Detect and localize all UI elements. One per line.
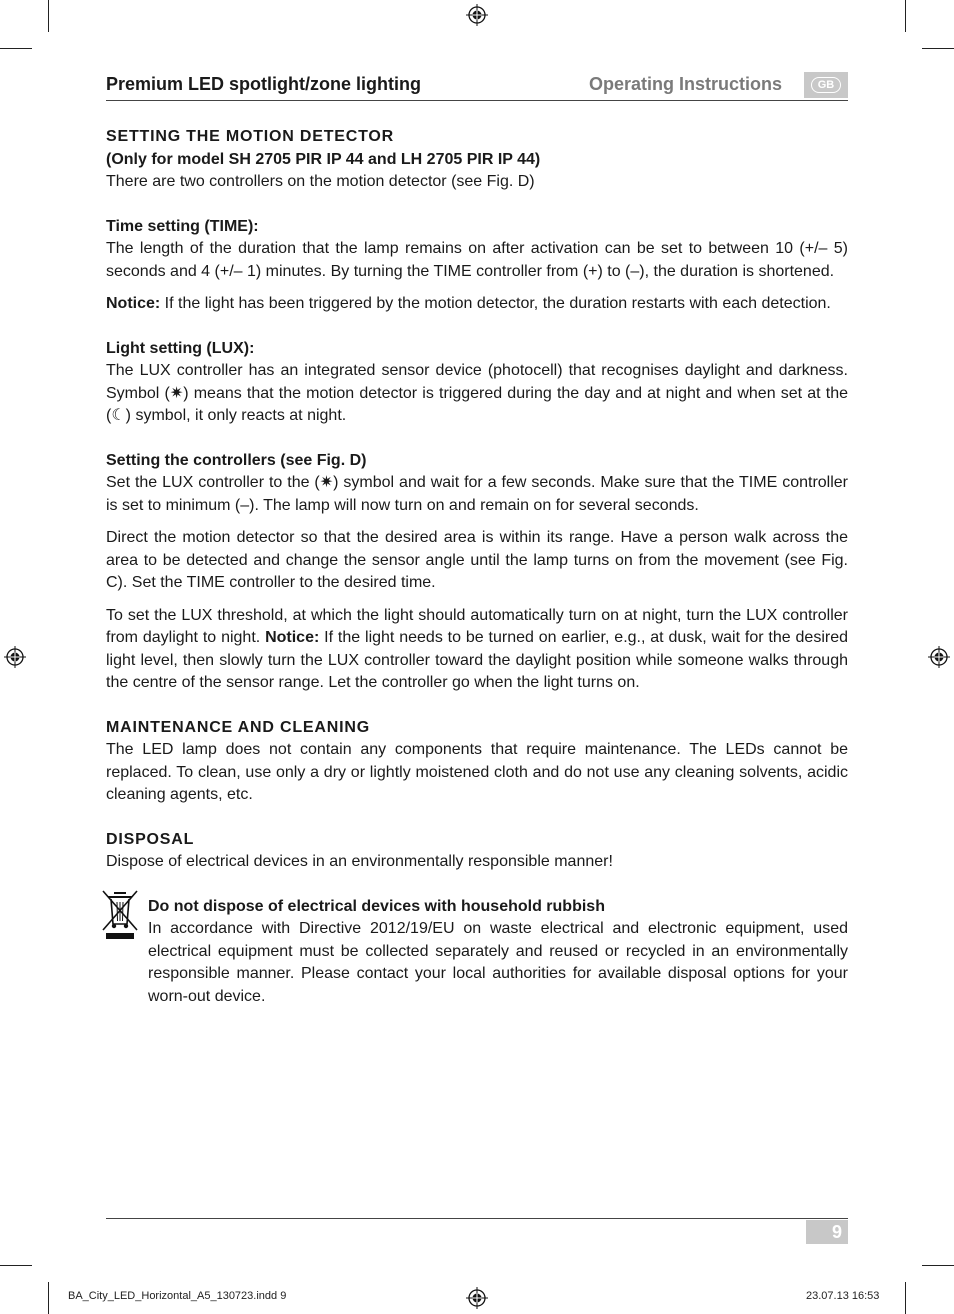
notice-label: Notice: [265, 629, 320, 646]
crop-mark [0, 1265, 32, 1266]
paragraph-text: To set the LUX threshold, at which the light should automatically turn on at night, turn the LUX controller from daylight to night. [106, 606, 848, 646]
paragraph: The length of the duration that the lamp remains on after activation can be set to between 10 (+/– 5) seconds and 4 (+/– 1) minutes. By turning the TIME controller from (+) to (–), the duration is shortened. [106, 240, 848, 280]
registration-mark-icon [466, 1287, 488, 1309]
page-header [106, 72, 848, 101]
weee-heading: Do not dispose of electrical devices with household rubbish [148, 897, 605, 915]
section-subheading: (Only for model SH 2705 PIR IP 44 and LH 2705 PIR IP 44) [106, 150, 541, 168]
document-subtitle: Operating Instructions [588, 74, 782, 94]
crop-mark [905, 1282, 906, 1314]
paragraph: Set the LUX controller to the (✷) symbol and wait for a few seconds. Make sure that the TIME controller is set to minimum (–). The lamp will now turn on and remain on for several seconds. [106, 474, 848, 514]
footer-rule [106, 1218, 848, 1219]
section-setting-controllers [106, 450, 848, 695]
section-maintenance [106, 717, 848, 807]
crossed-out-wheelie-bin-icon [100, 888, 140, 940]
notice-text: If the light has been triggered by the motion detector, the duration restarts with each detection. [160, 295, 831, 312]
language-badge-label: GB [811, 77, 842, 93]
slug-date: 23.07.13 16:53 [806, 1290, 880, 1302]
weee-notice [106, 896, 848, 1009]
paragraph: The LED lamp does not contain any components that require maintenance. The LEDs cannot be replaced. To clean, use only a dry or lightly moistened cloth and do not use any cleaning solvents, acidic cleaning agents, etc. [106, 741, 848, 803]
subsection-heading: Light setting (LUX): [106, 339, 255, 357]
paragraph-text: If the light needs to be turned on earlier, e.g., at dusk, wait for the desired light level, then slowly turn the LUX controller toward the daylight position while someone walks through the centre of the sensor range. Let the controller go when the light turns on. [106, 629, 849, 691]
crop-mark [48, 0, 49, 32]
paragraph [106, 605, 848, 695]
crop-mark [922, 1265, 954, 1266]
section-heading: DISPOSAL [106, 830, 195, 848]
language-badge [804, 72, 848, 98]
crop-mark [48, 1282, 49, 1314]
slug-filename: BA_City_LED_Horizontal_A5_130723.indd 9 [68, 1290, 287, 1302]
page-number: 9 [806, 1220, 848, 1244]
section-disposal [106, 829, 848, 1009]
section-motion-detector [106, 126, 848, 194]
registration-mark-icon [4, 646, 26, 668]
subsection-heading: Time setting (TIME): [106, 217, 259, 235]
document-title: Premium LED spotlight/zone lighting [106, 74, 421, 94]
paragraph: Direct the motion detector so that the desired area is within its range. Have a person walk across the area to be detected and change the sensor angle until the lamp turns on from the movement (see Fig. C). Set the TIME controller to the desired time. [106, 529, 848, 591]
paragraph: There are two controllers on the motion detector (see Fig. D) [106, 173, 535, 190]
paragraph: Dispose of electrical devices in an environmentally responsible manner! [106, 853, 613, 870]
registration-mark-icon [466, 4, 488, 26]
registration-mark-icon [928, 646, 950, 668]
crop-mark [0, 48, 32, 49]
section-time-setting [106, 216, 848, 316]
section-heading: SETTING THE MOTION DETECTOR [106, 128, 394, 145]
paragraph: The LUX controller has an integrated sensor device (photocell) that recognises daylight and darkness. Symbol (✷) means that the motion detector is triggered during the day and at night and when set at the (☾) symbol, it only reacts at night. [106, 362, 848, 424]
notice-label: Notice: [106, 295, 161, 312]
notice-paragraph [106, 293, 848, 316]
subsection-heading: Setting the controllers (see Fig. D) [106, 451, 367, 469]
section-light-setting [106, 338, 848, 428]
page-content [106, 126, 848, 1008]
weee-paragraph: In accordance with Directive 2012/19/EU on waste electrical and electronic equipment, used electrical equipment must be collected separately and reused or recycled in an environmentally responsible manner. Please contact your local authorities for available disposal options for your worn-out device. [148, 920, 848, 1005]
crop-mark [905, 0, 906, 32]
section-heading: MAINTENANCE AND CLEANING [106, 718, 370, 736]
crop-mark [922, 48, 954, 49]
